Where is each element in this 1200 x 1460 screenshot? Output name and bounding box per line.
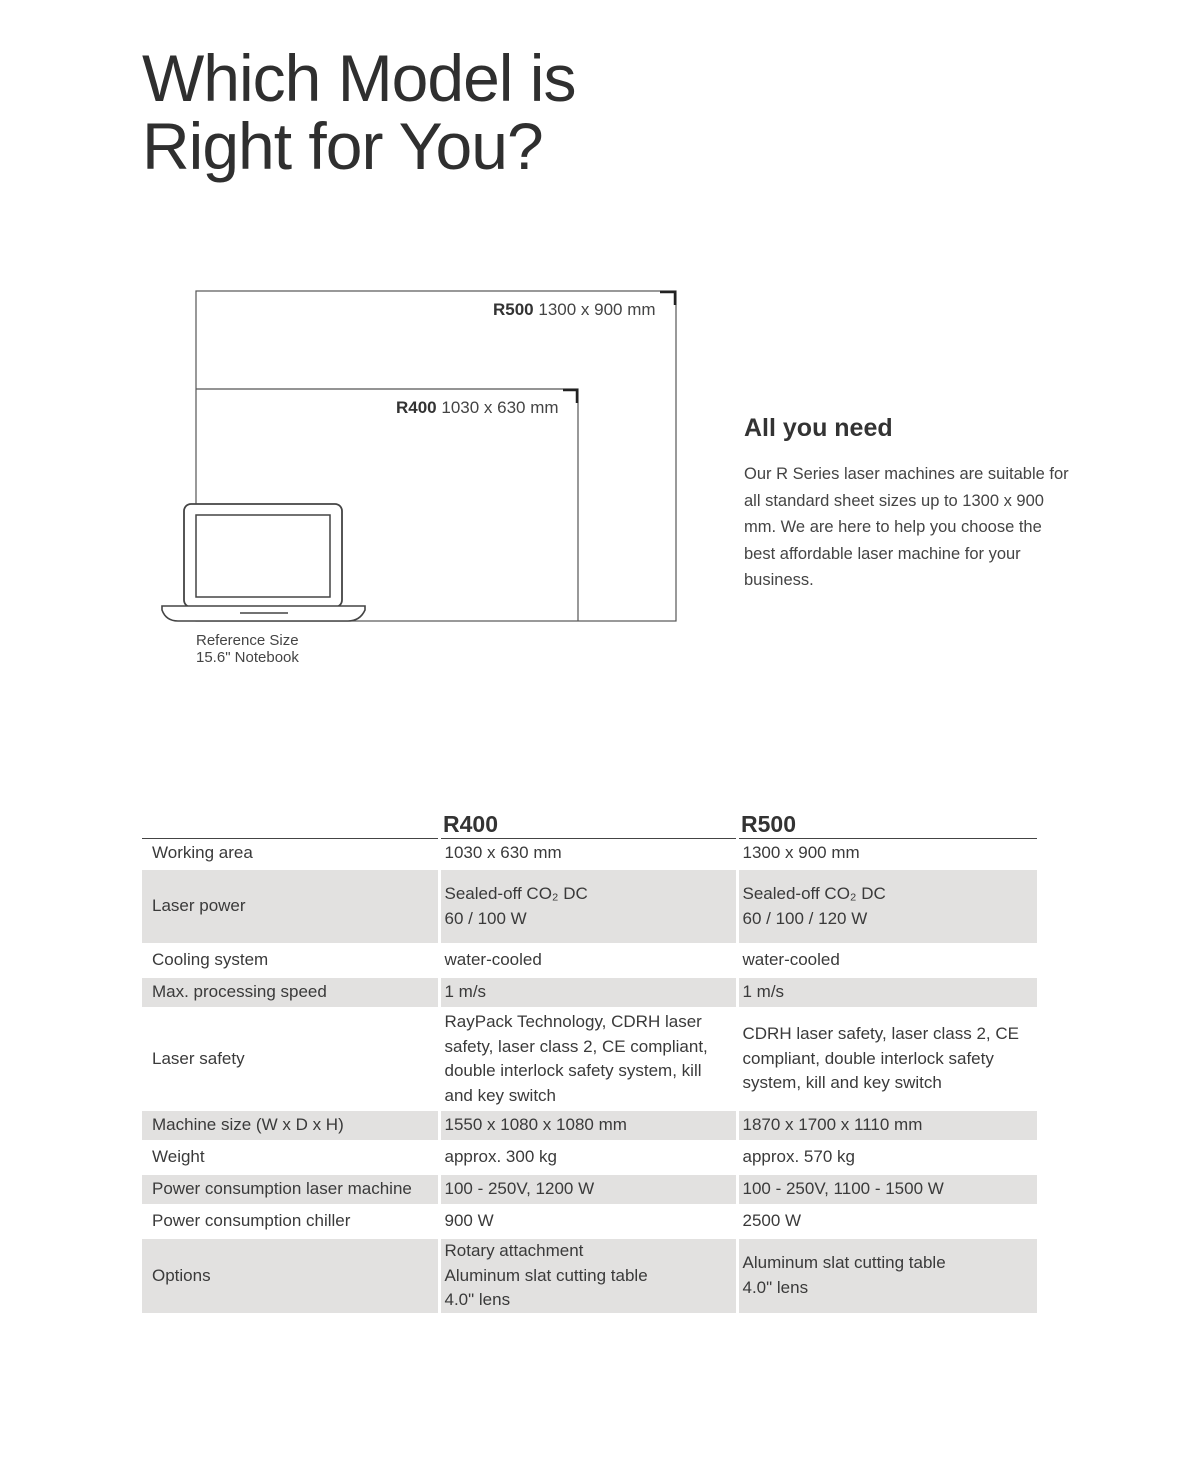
r400-value-line: 100 - 250V, 1200 W <box>444 1179 595 1199</box>
row-label: Laser safety <box>142 1009 439 1110</box>
specs-table-body <box>142 839 1037 1315</box>
r500-value <box>737 1238 1037 1315</box>
r500-value <box>737 1206 1037 1238</box>
notebook-icon <box>162 504 365 621</box>
r500-value-line: Sealed-off CO₂ DC <box>742 884 886 903</box>
table-row <box>142 1238 1037 1315</box>
r400-corner-mark <box>563 390 577 403</box>
r400-value-line: 60 / 100 W <box>444 908 527 928</box>
r500-value <box>737 1142 1037 1174</box>
r400-value-line: 1550 x 1080 x 1080 mm <box>444 1115 627 1135</box>
r500-value-line: 1 m/s <box>742 982 785 1002</box>
r400-value-line: double interlock safety system, kill <box>444 1061 702 1080</box>
r500-value-line: water-cooled <box>742 950 840 970</box>
all-you-need-section <box>744 414 1074 594</box>
r500-value-line: system, kill and key switch <box>742 1073 942 1093</box>
row-label: Power consumption chiller <box>142 1206 439 1238</box>
specs-table <box>142 808 1037 1316</box>
row-label: Weight <box>142 1142 439 1174</box>
r500-value <box>737 945 1037 977</box>
r500-area-label <box>493 300 656 320</box>
page-title-line-1: Which Model is <box>142 41 576 115</box>
r400-value-line: 4.0" lens <box>444 1290 511 1309</box>
r400-value <box>439 1142 737 1174</box>
r400-size-label: 1030 x 630 mm <box>441 398 559 417</box>
r500-value-line: 1300 x 900 mm <box>742 842 860 862</box>
table-row <box>142 1110 1037 1142</box>
r400-value <box>439 1174 737 1206</box>
r400-value-line: Aluminum slat cutting table <box>444 1265 648 1285</box>
r500-value <box>737 1009 1037 1110</box>
r500-value-line: Aluminum slat cutting table <box>742 1253 946 1273</box>
r400-value <box>439 1238 737 1315</box>
table-row <box>142 839 1037 869</box>
reference-caption-line-1: Reference Size <box>196 632 299 649</box>
r400-value-line: RayPack Technology, CDRH laser <box>444 1012 702 1031</box>
r400-value-line: 900 W <box>444 1211 494 1231</box>
header-blank <box>142 808 439 839</box>
r400-value-line: and key switch <box>444 1085 556 1105</box>
r500-size-label: 1300 x 900 mm <box>538 300 656 319</box>
r400-value <box>439 945 737 977</box>
table-row <box>142 1009 1037 1110</box>
reference-caption-line-2: 15.6" Notebook <box>196 649 299 666</box>
r400-value-line: safety, laser class 2, CE compliant, <box>444 1036 708 1056</box>
r500-corner-mark <box>660 292 675 305</box>
working-area-diagram <box>0 0 700 700</box>
r400-value-line: approx. 300 kg <box>444 1147 557 1167</box>
r500-value <box>737 869 1037 945</box>
r400-value-line: 1 m/s <box>444 982 487 1002</box>
row-label: Max. processing speed <box>142 977 439 1009</box>
table-row <box>142 1142 1037 1174</box>
r400-area-label <box>396 398 559 418</box>
r500-value-line: 4.0" lens <box>742 1277 809 1297</box>
header-r500: R500 <box>737 808 1037 839</box>
r400-value-line: Rotary attachment <box>444 1241 584 1260</box>
table-row <box>142 1206 1037 1238</box>
r500-value-line: 100 - 250V, 1100 - 1500 W <box>742 1179 944 1199</box>
table-row <box>142 869 1037 945</box>
row-label: Laser power <box>142 869 439 945</box>
r400-value <box>439 839 737 869</box>
row-label: Cooling system <box>142 945 439 977</box>
r500-value-line: CDRH laser safety, laser class 2, CE <box>742 1024 1019 1044</box>
r500-model-label: R500 <box>493 300 534 319</box>
table-row <box>142 977 1037 1009</box>
table-header-row <box>142 808 1037 839</box>
r500-value <box>737 977 1037 1009</box>
r400-value-line: Sealed-off CO₂ DC <box>444 884 588 903</box>
reference-caption <box>196 632 299 666</box>
section-heading: All you need <box>744 414 893 442</box>
r400-value <box>439 1110 737 1142</box>
table-row <box>142 1174 1037 1206</box>
r500-value <box>737 1174 1037 1206</box>
r500-value-line: 60 / 100 / 120 W <box>742 908 868 928</box>
row-label: Options <box>142 1238 439 1315</box>
r500-value-line: compliant, double interlock safety <box>742 1048 994 1068</box>
page-title-line-2: Right for You? <box>142 109 543 183</box>
r500-value-line: approx. 570 kg <box>742 1147 855 1167</box>
table-row <box>142 945 1037 977</box>
r500-value <box>737 839 1037 869</box>
r500-value-line: 1870 x 1700 x 1110 mm <box>742 1115 923 1135</box>
header-r400: R400 <box>439 808 737 839</box>
row-label: Working area <box>142 839 439 869</box>
r400-value <box>439 869 737 945</box>
r400-value <box>439 977 737 1009</box>
r400-value <box>439 1009 737 1110</box>
row-label: Power consumption laser machine <box>142 1174 439 1206</box>
r400-model-label: R400 <box>396 398 437 417</box>
section-body: Our R Series laser machines are suitable for all standard sheet sizes up to 1300 x 900 mm. We are here to help you choose the best affordable laser machine for your business. <box>744 465 1069 590</box>
r400-value <box>439 1206 737 1238</box>
row-label: Machine size (W x D x H) <box>142 1110 439 1142</box>
r500-value <box>737 1110 1037 1142</box>
r500-value-line: 2500 W <box>742 1211 802 1231</box>
r400-value-line: water-cooled <box>444 950 542 970</box>
r400-value-line: 1030 x 630 mm <box>444 842 562 862</box>
